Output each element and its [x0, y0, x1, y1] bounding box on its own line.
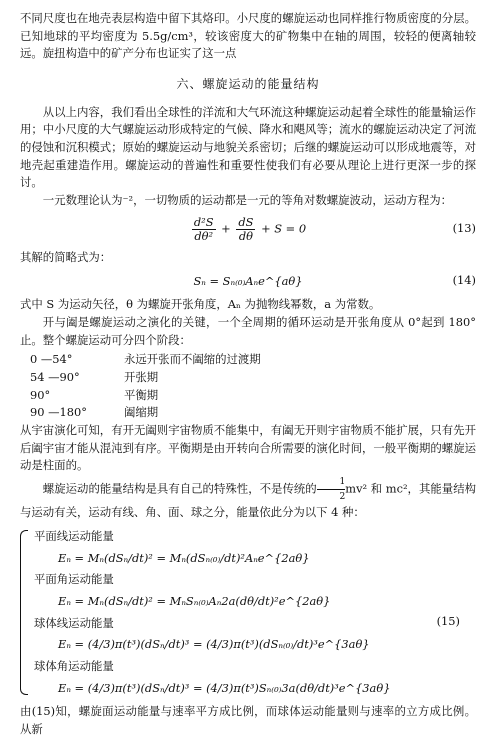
eq13-rest: + S = 0 [261, 221, 307, 236]
equation-13: $\frac{\text{d²S}}{\text{dθ²}}$ + $\frac{dS}{d\theta}$ + S = 0 (13) [193, 214, 476, 243]
eq13-lhs-den: dθ² [194, 228, 214, 243]
eq13-mid-num: dS [238, 214, 254, 229]
paragraph-4: 开与阖是螺旋运动之演化的关键，一个全周期的循环运动是开张角度从 0°起到 180°止。整个螺旋运动可分四个阶段： [20, 314, 476, 347]
equation-14-number: (14) [452, 273, 476, 288]
stage-angle: 90° [30, 387, 51, 402]
equation-14-text: Sₙ = Sₙ₍₀₎Aₙe^{aθ} [193, 273, 303, 288]
paragraph-top: 不同尺度也在地壳表层构造中留下其烙印。小尺度的螺旋运动也同样推行物质密度的分层。已知地球的平均密度为 5.5g/cm³，较该密度大的矿物集中在轴的周围，较轻的便离轴较远。旋扭构造中的矿产分布也证实了这一点 [20, 11, 476, 61]
equation-15-number: (15) [436, 613, 460, 628]
paragraph-2: 一元数理论认为⁻²，一切物质的运动都是一元的等角对数螺旋波动，运动方程为： [42, 192, 453, 207]
energy-formula: Eₙ = Mₙ(dSₙ/dt)² = Mₙ(dSₙ₍₀₎/dt)²Aₙe^{2aθ} [58, 550, 310, 565]
paragraph-3: 式中 S 为运动矢径，θ 为螺旋开张角度，Aₙ 为抛物线幂数，a 为常数。 [20, 297, 381, 312]
energy-system [20, 528, 476, 697]
energy-type-label: 球体线运动能量 [34, 615, 114, 630]
equation-14 [20, 273, 476, 291]
stage-desc: 开张期 [124, 369, 159, 384]
half-fraction [317, 475, 346, 504]
half-den: 2 [339, 492, 346, 503]
stage-item [30, 369, 476, 387]
paragraph-5: 从宇宙演化可知，有开无阖则宇宙物质不能集中，有阖无开则宇宙物质不能扩展，只有先开后阖宇宙才能从混沌到有序。平衡期是由开转向合所需要的演化时间，一般平衡期的螺旋运动是柱面的。 [20, 422, 476, 473]
energy-type-label: 平面角运动能量 [34, 572, 114, 587]
paragraph-6 [20, 475, 476, 522]
stage-desc: 阖缩期 [124, 405, 159, 420]
section-title: 六、螺旋运动的能量结构 [176, 77, 320, 92]
paragraph-1: 从以上内容，我们看出全球性的洋流和大气环流这种螺旋运动起着全球性的能量输运作用；中小尺度的大气螺旋运动形成特定的气候、降水和飓风等；流水的螺旋运动决定了河流的侵蚀和沉积模式；原始的螺旋运动与地貌关系密切；后继的螺旋运动可以形成地震等，对地壳起重建造作用。螺旋运动的普遍性和重要性使我们有必要从理论上进行更深一步的探讨。 [20, 104, 476, 190]
paragraph-6b: mv² 和 mc²，其能量结构与运动有关，运动有线、角、面、球之分，能量依此分为以下 4 种： [20, 481, 476, 520]
energy-formula: Eₙ = Mₙ(dSₙ/dt)² = MₙSₙ₍₀₎Aₙ2a(dθ/dt)²e^{2aθ} [58, 593, 331, 608]
eq13-lhs-num: d²S [193, 214, 214, 229]
stage-item [30, 404, 476, 422]
stage-list [30, 351, 476, 422]
paragraph-6a: 螺旋运动的能量结构是具有自己的特殊性，不是传统的 [42, 481, 317, 496]
paragraph-last: 由(15)知，螺旋面运动能量与速率平方成比例，而球体运动能量则与速率的立方成比例。从新 [20, 704, 476, 736]
stage-item [30, 387, 476, 405]
half-num: 1 [317, 475, 346, 490]
stage-desc: 永远开张而不阖缩的过渡期 [124, 352, 261, 367]
left-brace [20, 530, 28, 695]
stage-angle: 0 —54° [30, 352, 73, 367]
solution-label: 其解的简略式为： [20, 249, 112, 264]
stage-angle: 54 —90° [30, 369, 80, 384]
stage-item [30, 351, 476, 369]
eq13-mid-den: dθ [238, 228, 253, 243]
stage-angle: 90 —180° [30, 405, 87, 420]
energy-formula: Eₙ = (4/3)π(t³)(dSₙ/dt)³ = (4/3)π(t³)Sₙ₍₀₎3a(dθ/dt)³e^{3aθ} [58, 680, 391, 695]
equation-13-number: (13) [452, 221, 476, 236]
energy-type-label: 球体角运动能量 [34, 658, 114, 673]
energy-formula: Eₙ = (4/3)π(t³)(dSₙ/dt)³ = (4/3)π(t³)(dSₙ₍₀₎/dt)³e^{3aθ} [58, 637, 370, 652]
stage-desc: 平衡期 [124, 387, 159, 402]
energy-type-label: 平面线运动能量 [34, 528, 114, 543]
